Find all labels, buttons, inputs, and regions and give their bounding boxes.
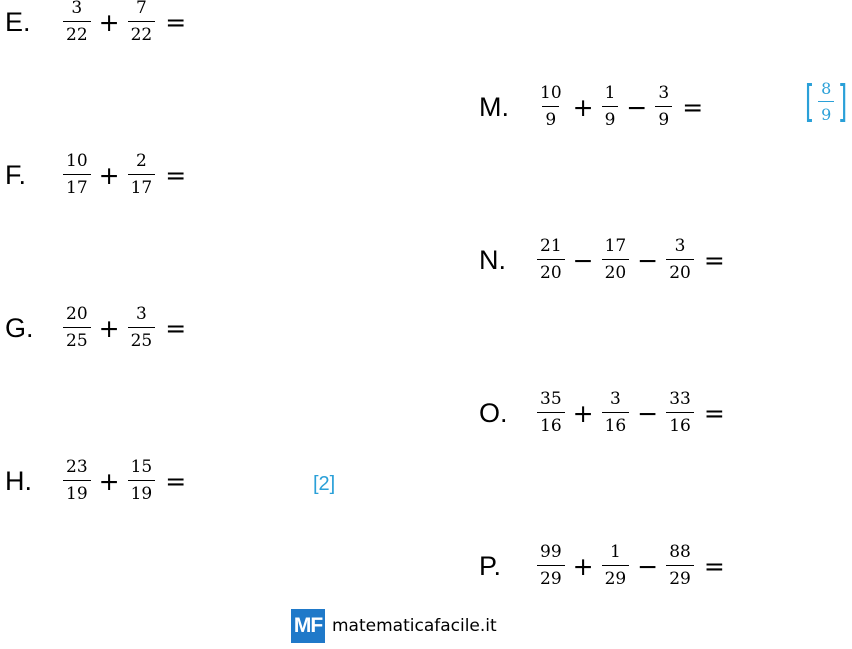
equals-sign: = [682, 92, 704, 122]
exercise-o [479, 391, 725, 435]
exercise-letter: E. [5, 6, 31, 37]
operator: − [572, 245, 594, 275]
equals-sign: = [165, 160, 187, 190]
operator: + [98, 7, 120, 37]
fraction: $\frac{33}{16}$ [666, 391, 694, 435]
operator: + [572, 551, 594, 581]
fraction: $\frac{3}{25}$ [128, 306, 156, 350]
fraction: $\frac{3}{9}$ [655, 85, 672, 129]
exercise-f [5, 153, 186, 197]
fraction: $\frac{1}{29}$ [602, 544, 630, 588]
fraction: $\frac{99}{29}$ [537, 544, 565, 588]
fraction: $\frac{3}{20}$ [666, 238, 694, 282]
answer-bracket-open: [ [804, 76, 815, 127]
exercise-letter: O. [479, 397, 508, 428]
exercise-letter: G. [5, 312, 34, 343]
fraction: $\frac{17}{20}$ [602, 238, 630, 282]
equals-sign: = [703, 398, 725, 428]
operator: − [637, 398, 659, 428]
equals-sign: = [165, 466, 187, 496]
fraction: $\frac{15}{19}$ [128, 459, 156, 503]
fraction: $\frac{3}{16}$ [602, 391, 630, 435]
equals-sign: = [165, 313, 187, 343]
fraction: $\frac{23}{19}$ [63, 459, 91, 503]
exercise-letter: H. [5, 465, 32, 496]
fraction: $\frac{2}{17}$ [128, 153, 156, 197]
exercise-letter: P. [479, 550, 502, 581]
mf-logo-icon: MF [291, 609, 325, 643]
exercise-letter: F. [5, 159, 27, 190]
fraction: $\frac{20}{25}$ [63, 306, 91, 350]
exercise-e [5, 0, 186, 44]
fraction: $\frac{1}{9}$ [602, 85, 619, 129]
operator: − [626, 92, 648, 122]
equals-sign: = [703, 551, 725, 581]
operator: + [98, 313, 120, 343]
operator: + [98, 466, 120, 496]
equals-sign: = [165, 7, 187, 37]
fraction: $\frac{21}{20}$ [537, 238, 565, 282]
fraction: $\frac{35}{16}$ [537, 391, 565, 435]
exercise-m [479, 85, 703, 129]
exercise-p [479, 544, 725, 588]
exercise-letter: M. [479, 91, 509, 122]
answer-fraction: $\frac{8}{9}$ [818, 81, 834, 123]
fraction: $\frac{88}{29}$ [666, 544, 694, 588]
operator: − [637, 551, 659, 581]
fraction: $\frac{3}{22}$ [63, 0, 91, 44]
operator: + [572, 398, 594, 428]
exercise-h [5, 459, 186, 503]
site-name: matematicafacile.it [332, 616, 497, 636]
fraction: $\frac{10}{17}$ [63, 153, 91, 197]
fraction: $\frac{10}{9}$ [540, 83, 562, 130]
exercise-n [479, 238, 725, 282]
equals-sign: = [703, 245, 725, 275]
operator: − [637, 245, 659, 275]
operator: + [572, 92, 594, 122]
exercise-g [5, 306, 186, 350]
operator: + [98, 160, 120, 190]
exercise-letter: N. [479, 244, 506, 275]
answer-h: [2] [313, 473, 336, 495]
answer-m [801, 76, 852, 127]
site-logo [291, 609, 497, 643]
answer-bracket-close: ] [838, 76, 848, 127]
fraction: $\frac{7}{22}$ [128, 0, 156, 44]
